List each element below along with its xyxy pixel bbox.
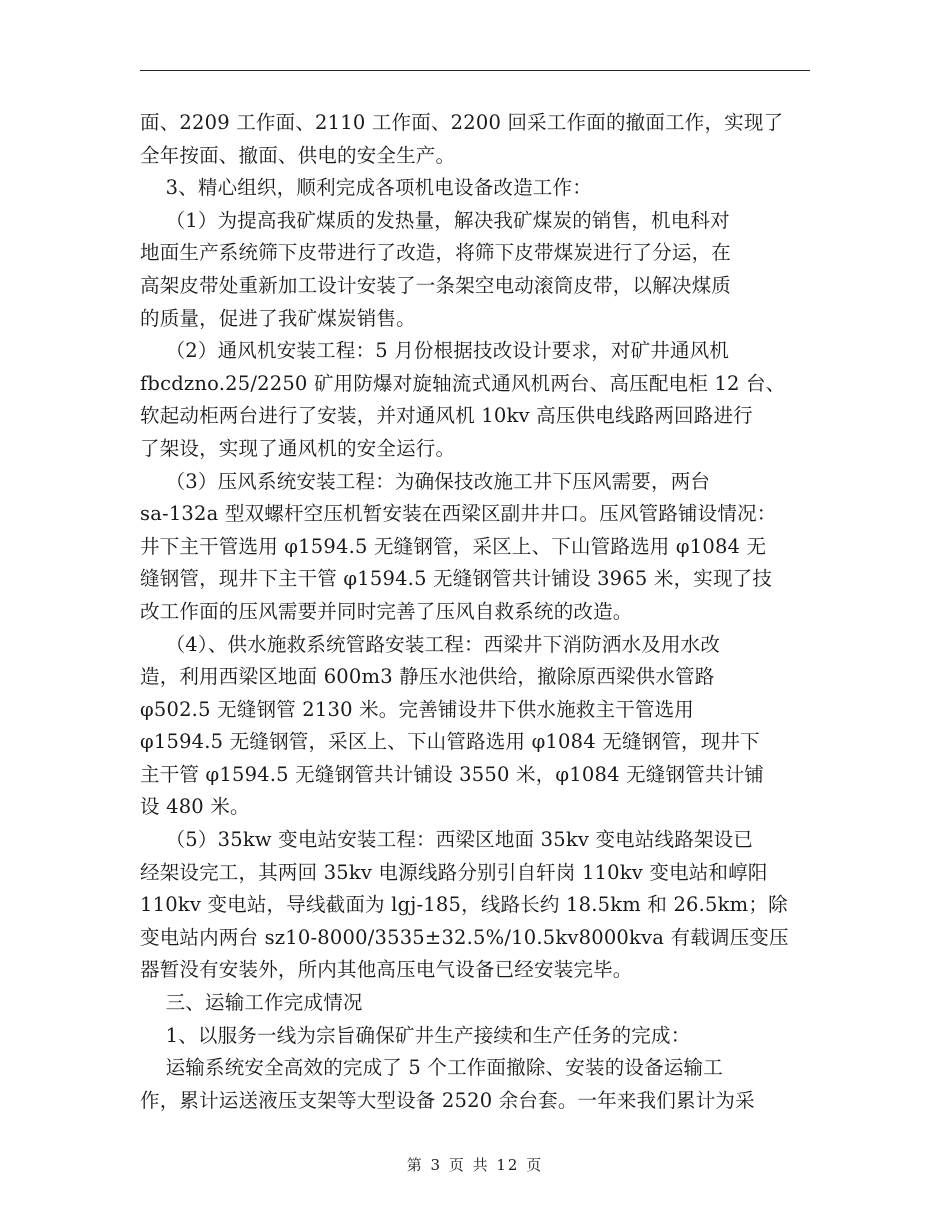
text-line: 高架皮带处重新加工设计安装了一条架空电动滚筒皮带，以解决煤质 [140,273,732,297]
text-line: 经架设完工，其两回 35kv 电源线路分别引自轩岗 110kv 变电站和崞阳 [140,860,768,884]
text-line: 三、运输工作完成情况 [140,991,363,1015]
text-line: 设 480 米。 [140,795,250,819]
text-line: （4）、供水施救系统管路安装工程：西梁井下消防洒水及用水改 [140,632,721,656]
text-line: 缝钢管，现井下主干管 φ1594.5 无缝钢管共计铺设 3965 米，实现了技 [140,567,773,591]
text-line: 改工作面的压风需要并同时完善了压风自救系统的改造。 [140,599,633,623]
text-line: 了架设，实现了通风机的安全运行。 [140,436,456,460]
text-line: φ1594.5 无缝钢管，采区上、下山管路选用 φ1084 无缝钢管，现井下 [140,730,760,754]
text-line: 110kv 变电站，导线截面为 lgj-185，线路长约 18.5km 和 26.5km；除 [140,893,788,917]
text-line: φ502.5 无缝钢管 2130 米。完善铺设井下供水施救主干管选用 [140,697,694,721]
text-line: 变电站内两台 sz10-8000/3535±32.5%/10.5kv8000kva 有载调压变压 [140,925,789,949]
text-line: （5）35kw 变电站安装工程：西梁区地面 35kv 变电站线路架设已 [140,828,754,852]
text-line: 1、以服务一线为宗旨确保矿井生产接续和生产任务的完成： [140,1023,691,1047]
text-line: sa-132a 型双螺杆空压机暂安装在西梁区副井井口。压风管路铺设情况： [140,502,777,526]
header-rule [140,70,810,71]
text-line: 软起动柜两台进行了安装，并对通风机 10kv 高压供电线路两回路进行 [140,404,753,428]
text-line: 运输系统安全高效的完成了 5 个工作面撤除、安装的设备运输工 [140,1056,723,1080]
page-footer: 第 3 页 共 12 页 [406,1156,544,1174]
text-line: 面、2209 工作面、2110 工作面、2200 回采工作面的撤面工作，实现了 [140,111,784,134]
text-line: （3）压风系统安装工程：为确保技改施工井下压风需要，两台 [140,469,711,493]
text-line: （2）通风机安装工程：5 月份根据技改设计要求，对矿井通风机 [140,339,730,363]
text-line: 的质量，促进了我矿煤炭销售。 [140,306,416,330]
text-line: （1）为提高我矿煤质的发热量，解决我矿煤炭的销售，机电科对 [140,208,730,232]
text-line: 地面生产系统筛下皮带进行了改造，将筛下皮带煤炭进行了分运，在 [140,241,732,265]
text-line: 主干管 φ1594.5 无缝钢管共计铺设 3550 米，φ1084 无缝钢管共计铺 [140,762,764,786]
text-line: fbcdzno.25/2250 矿用防爆对旋轴流式通风机两台、高压配电柜 12 台、 [140,371,786,395]
text-line: 井下主干管选用 φ1594.5 无缝钢管，采区上、下山管路选用 φ1084 无 [140,534,767,558]
text-line: 造，利用西梁区地面 600m3 静压水池供给，撤除原西梁供水管路 [140,665,715,689]
text-line: 作，累计运送液压支架等大型设备 2520 余台套。一年来我们累计为采 [140,1088,755,1112]
text-line: 3、精心组织，顺利完成各项机电设备改造工作： [140,176,592,200]
text-line: 器暂没有安装外，所内其他高压电气设备已经安装完毕。 [140,958,633,982]
document-body [140,107,812,1117]
text-line: 全年按面、撤面、供电的安全生产。 [140,143,456,167]
